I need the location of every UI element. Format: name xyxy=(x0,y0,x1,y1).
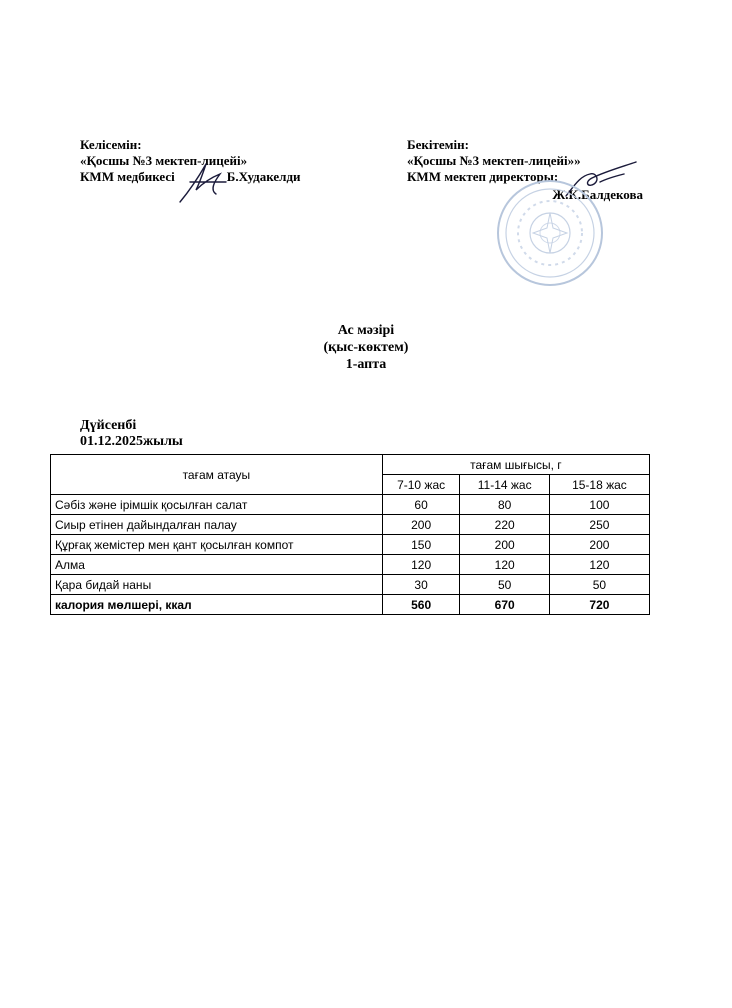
menu-date: 01.12.2025жылы xyxy=(80,434,183,449)
header-dish-name: тағам атауы xyxy=(51,455,383,495)
dish-name: Сиыр етінен дайындалған палау xyxy=(51,515,383,535)
day-info xyxy=(80,418,183,450)
header-age-7-10: 7-10 жас xyxy=(382,475,460,495)
approval-right-role: КММ мектеп директоры: xyxy=(407,169,559,184)
approval-left-role: КММ медбикесі xyxy=(80,169,175,184)
table-row xyxy=(51,515,650,535)
dish-name: Құрғақ жемістер мен қант қосылған компот xyxy=(51,535,383,555)
table-row xyxy=(51,575,650,595)
approval-right-heading: Бекітемін: xyxy=(407,137,469,152)
menu-title xyxy=(0,322,732,373)
table-row xyxy=(51,535,650,555)
dish-value: 150 xyxy=(382,535,460,555)
official-seal-icon xyxy=(495,178,605,288)
header-age-15-18: 15-18 жас xyxy=(549,475,649,495)
dish-value: 200 xyxy=(382,515,460,535)
dish-value: 30 xyxy=(382,575,460,595)
dish-value: 200 xyxy=(460,535,549,555)
total-label: калория мөлшері, ккал xyxy=(51,595,383,615)
approval-left-name: Б.Худакелди xyxy=(226,169,301,184)
menu-title-line1: Ас мәзірі xyxy=(337,323,395,338)
dish-value: 100 xyxy=(549,495,649,515)
approval-left-heading: Келісемін: xyxy=(80,137,142,152)
nurse-signature-icon xyxy=(176,160,236,206)
dish-name: Сәбіз және ірімшік қосылған салат xyxy=(51,495,383,515)
menu-title-season: (қыс-көктем) xyxy=(323,340,409,355)
dish-name: Қара бидай наны xyxy=(51,575,383,595)
dish-value: 250 xyxy=(549,515,649,535)
dish-value: 120 xyxy=(460,555,549,575)
table-row xyxy=(51,495,650,515)
dish-name: Алма xyxy=(51,555,383,575)
total-value: 720 xyxy=(549,595,649,615)
approval-right-org: «Қосшы №3 мектеп-лицейі»» xyxy=(407,153,581,168)
dish-value: 120 xyxy=(382,555,460,575)
dish-value: 220 xyxy=(460,515,549,535)
total-value: 670 xyxy=(460,595,549,615)
dish-value: 200 xyxy=(549,535,649,555)
approval-right-name: Ж.К.Балдекова xyxy=(552,187,643,202)
menu-table xyxy=(50,454,650,615)
dish-value: 80 xyxy=(460,495,549,515)
dish-value: 120 xyxy=(549,555,649,575)
header-output: тағам шығысы, г xyxy=(382,455,649,475)
table-total-row xyxy=(51,595,650,615)
table-header-row xyxy=(51,455,650,475)
weekday: Дүйсенбі xyxy=(80,418,137,433)
approval-left-org: «Қосшы №3 мектеп-лицейі» xyxy=(80,153,248,168)
header-age-11-14: 11-14 жас xyxy=(460,475,549,495)
menu-title-week: 1-апта xyxy=(345,357,387,372)
dish-value: 50 xyxy=(460,575,549,595)
total-value: 560 xyxy=(382,595,460,615)
dish-value: 60 xyxy=(382,495,460,515)
table-row xyxy=(51,555,650,575)
dish-value: 50 xyxy=(549,575,649,595)
